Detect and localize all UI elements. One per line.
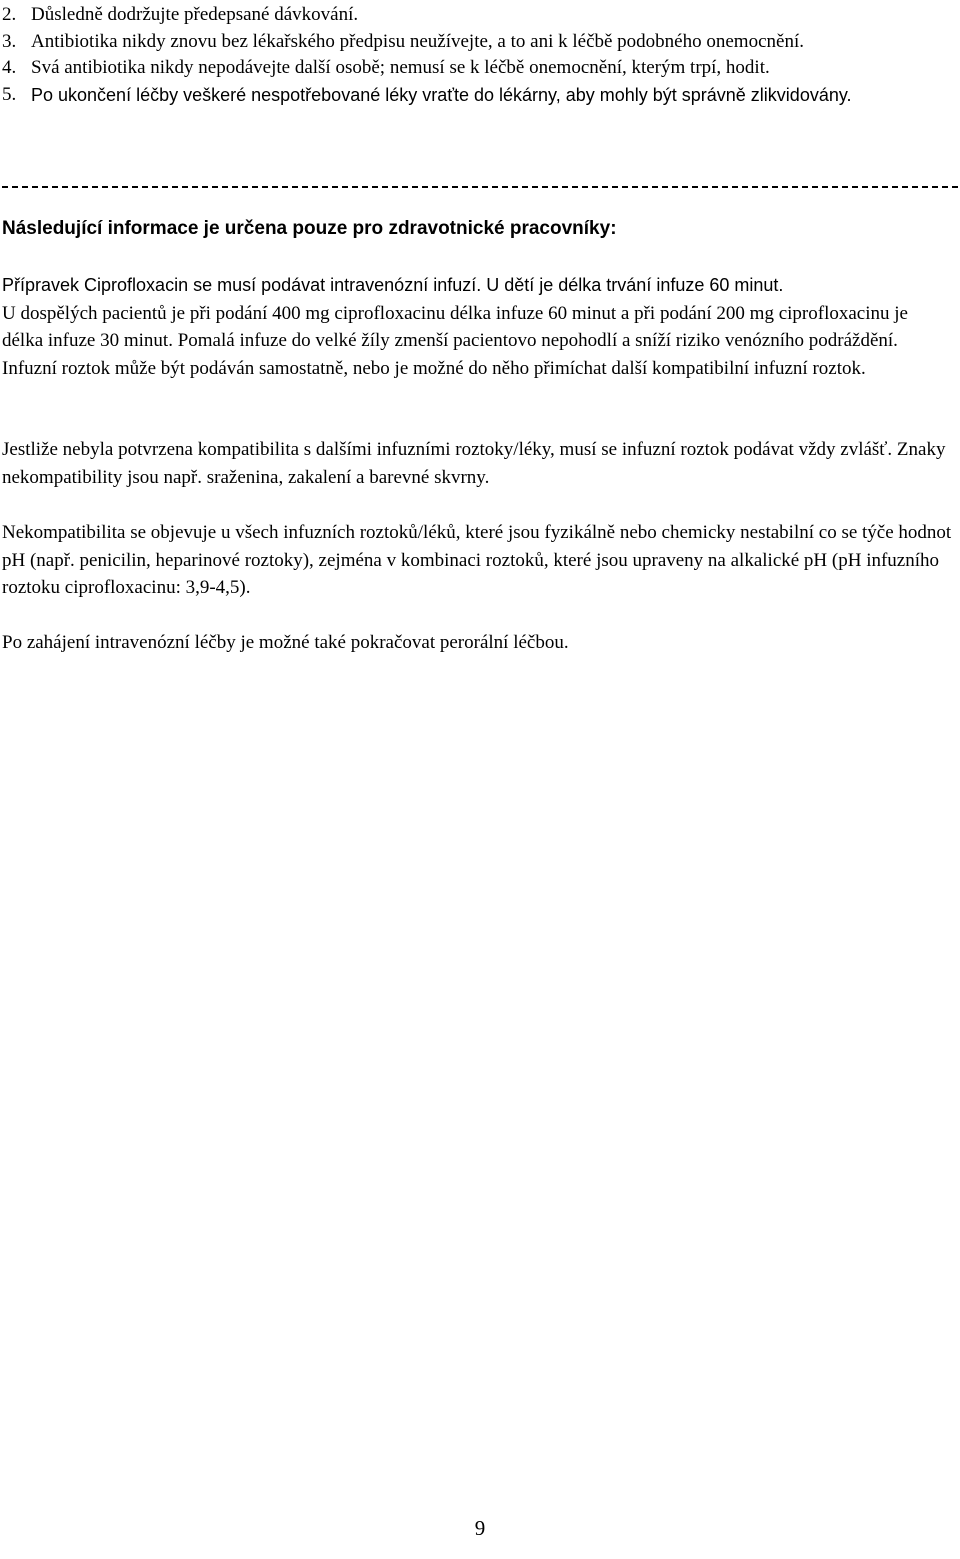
list-item-text: Důsledně dodržujte předepsané dávkování. <box>31 4 359 25</box>
compatibility-paragraph: Jestliže nebyla potvrzena kompatibilita s dalšími infuzními roztoky/léky, musí se infuzní roztok podávat vždy zvlášť. Znaky nekompatibility jsou např. sraženina, zakalení a barevné skvrny. <box>2 439 946 488</box>
infusion-info-paragraph <box>2 272 952 382</box>
patient-instructions-list <box>2 2 952 109</box>
list-item-text: Po ukončení léčby veškeré nespotřebované léky vraťte do lékárny, aby mohly být správně zlikvidovány. <box>31 84 852 105</box>
list-item-number: 4. <box>2 57 17 78</box>
list-item-text: Antibiotika nikdy znovu bez lékařského předpisu neužívejte, a to ani k léčbě podobného onemocnění. <box>31 30 804 52</box>
dashed-separator <box>2 186 958 190</box>
infusion-info-first-line: Přípravek Ciprofloxacin se musí podávat intravenózní infuzí. U dětí je délka trvání infuze 60 minut. <box>2 275 784 295</box>
list-item <box>2 2 952 29</box>
oral-continuation-paragraph: Po zahájení intravenózní léčby je možné také pokračovat perorální léčbou. <box>2 632 569 653</box>
list-item-number: 5. <box>2 83 17 105</box>
list-item <box>2 29 952 56</box>
list-item <box>2 55 952 82</box>
infusion-info-body: U dospělých pacientů je při podání 400 mg ciprofloxacinu délka infuze 60 minut a při podání 200 mg ciprofloxacinu je délka infuze 30 minut. Pomalá infuze do velké žíly zmenší pacientovo nepohodlí a sníží riziko venózního podráždění. Infuzní roztok může být podáván samostatně, nebo je možné do něho přimíchat další kompatibilní infuzní roztok. <box>2 302 908 379</box>
list-item-number: 3. <box>2 30 17 52</box>
list-item-number: 2. <box>2 4 17 25</box>
list-item <box>2 82 952 110</box>
incompatibility-paragraph: Nekompatibilita se objevuje u všech infuzních roztoků/léků, které jsou fyzikálně nebo chemicky nestabilní co se týče hodnot pH (např. penicilin, heparinové roztoky), zejména v kombinaci roztoků, které jsou upraveny na alkalické pH (pH infuzního roztoku ciprofloxacinu: 3,9-4,5). <box>2 522 952 598</box>
page-number: 9 <box>474 1516 486 1540</box>
list-item-text: Svá antibiotika nikdy nepodávejte další osobě; nemusí se k léčbě onemocnění, kterým trpí, hodit. <box>31 57 770 78</box>
section-heading: Následující informace je určena pouze pro zdravotnické pracovníky: <box>2 218 617 239</box>
